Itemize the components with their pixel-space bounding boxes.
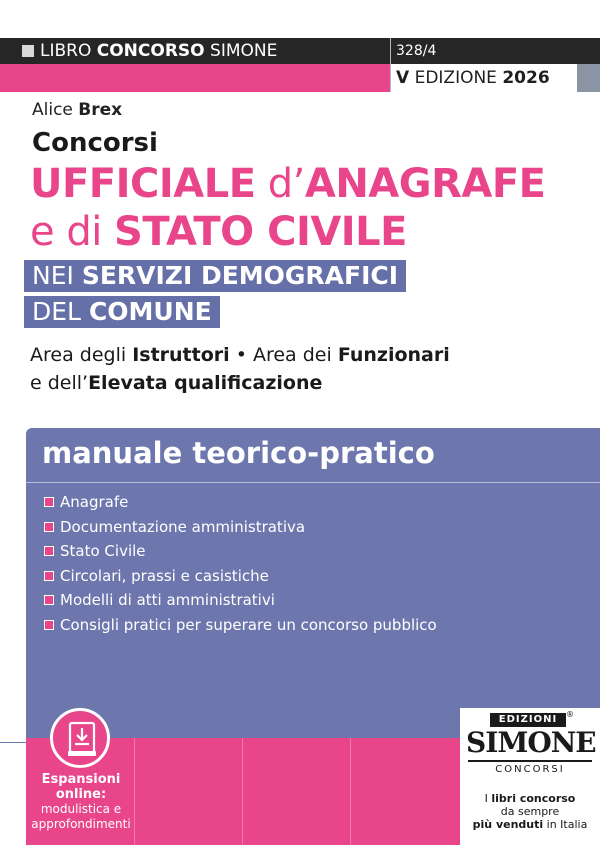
strip-divider [134,738,135,845]
expansion-badge[interactable] [50,708,110,768]
download-document-icon [66,721,100,759]
subtitle-nei: NEI [32,261,74,290]
edition-year: 2026 [502,68,550,88]
tag-bold-2: più venduti [472,818,544,831]
list-item-text: Circolari, prassi e casistiche [60,566,269,585]
publisher-tagline [464,792,596,831]
expansion-line-1: Espansioni [41,772,121,787]
series-bold: CONCORSO [96,41,205,61]
pretitle: Concorsi [32,128,158,158]
area-3-bold: Elevata qualificazione [88,372,323,394]
title-e-di: e di [30,209,102,255]
bullet-square-icon [44,546,54,556]
edition-label [396,66,550,90]
contents-list [44,490,437,637]
bullet-square-icon [44,522,54,532]
expansion-line-4: approfondimenti [31,817,131,831]
subtitle-del: DEL [32,297,81,326]
title-line-2 [30,208,407,256]
list-item-text: Stato Civile [60,542,146,560]
bullet-square-icon [44,620,54,630]
bullet-square-icon [44,595,54,605]
list-item [44,613,437,638]
author-last: Brex [78,100,123,120]
panel-divider [26,482,600,483]
manual-title: manuale teorico-pratico [42,436,435,470]
bullet-square-icon [44,497,54,507]
title-anagrafe: ANAGRAFE [304,161,546,207]
expansion-text [28,772,134,832]
expansion-line-3: modulistica e [40,802,122,816]
list-item-text: Modelli di atti amministrativi [60,591,275,609]
area-2-bold: Funzionari [337,344,450,366]
grey-block [577,64,600,92]
area-1-bold: Istruttori [132,344,230,366]
areas-line-1 [30,342,450,368]
title-ufficiale: UFFICIALE [30,161,256,207]
author-first: Alice [32,100,73,120]
publisher-subtitle: CONCORSI [495,764,565,775]
subtitle-comune: COMUNE [88,297,212,326]
expansion-line-2: online: [55,787,107,802]
area-3-text: e dell’ [30,372,89,394]
areas-line-2 [30,370,322,396]
list-item-text: Anagrafe [60,493,129,511]
registered-icon: ® [566,710,574,719]
subtitle-line-1 [24,260,406,292]
list-item [44,490,437,515]
title-line-1 [30,160,546,208]
tag-post: in Italia [546,818,588,831]
tag-bold-1: libri concorso [491,792,576,805]
edition-number: V [396,68,410,88]
pink-bar [0,64,390,92]
tag-line-2: da sempre [500,805,560,818]
area-2-text: Area dei [252,344,332,366]
strip-divider [242,738,243,845]
strip-divider [350,738,351,845]
edition-text: EDIZIONE [414,68,497,88]
series-label [22,40,277,62]
area-1-text: Area degli [30,344,127,366]
author [32,100,122,120]
series-suffix: SIMONE [210,41,278,61]
square-icon [22,45,34,57]
subtitle-line-2 [24,296,220,328]
tag-pre: I [484,792,488,805]
list-item [44,564,437,589]
series-prefix: LIBRO [40,41,92,61]
area-separator: • [235,344,247,366]
publisher-edizioni: EDIZIONI [490,713,566,727]
left-rule [0,742,26,743]
list-item [44,588,437,613]
list-item [44,515,437,540]
list-item-text: Documentazione amministrativa [60,517,306,536]
bullet-square-icon [44,571,54,581]
divider [390,38,391,92]
publisher-rule [468,760,592,762]
subtitle-servizi: SERVIZI DEMOGRAFICI [81,261,399,290]
title-d: d’ [267,161,305,207]
catalog-code: 328/4 [396,43,437,59]
publisher-logo: SIMONE [466,726,596,759]
list-item [44,539,437,564]
title-stato-civile: STATO CIVILE [114,209,407,255]
list-item-text: Consigli pratici per superare un concorso pubblico [60,615,437,634]
